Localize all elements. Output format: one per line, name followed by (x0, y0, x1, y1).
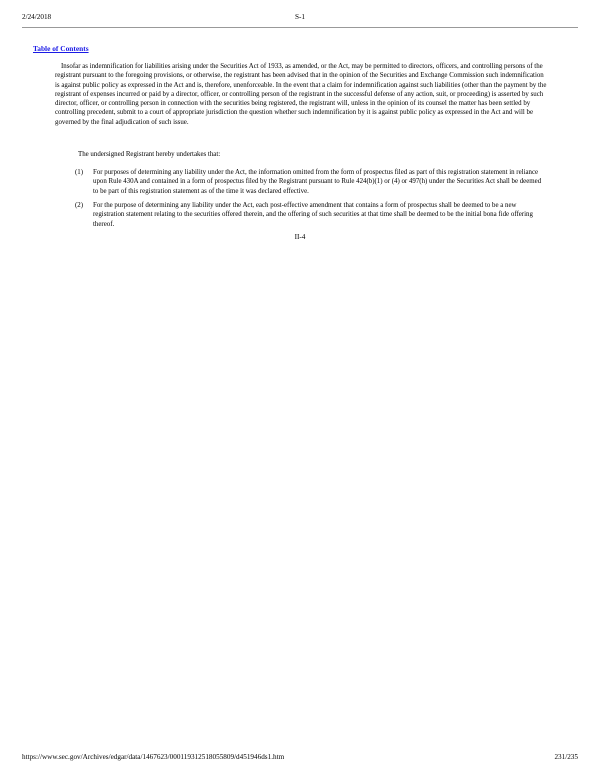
header-title: S-1 (295, 13, 305, 21)
undertakes-paragraph: The undersigned Registrant hereby undertakes that: (78, 151, 221, 158)
header-divider (22, 27, 578, 28)
footer-url: https://www.sec.gov/Archives/edgar/data/1467623/000119312518055809/d451946ds1.htm (22, 753, 285, 761)
item-number: (2) (75, 202, 84, 209)
table-of-contents-link[interactable]: Table of Contents (33, 44, 89, 53)
header-date: 2/24/2018 (22, 13, 52, 21)
footer-page-count: 231/235 (554, 753, 578, 761)
item-text: For the purpose of determining any liability under the Act, each post-effective amendment that contains a form of prospectus shall be deemed to be a new registration statement relating to the securities offered therein, and the offering of such securities at that time shall be deemed to be the initial bona fide offering thereof. (93, 202, 533, 228)
page-number: II-4 (294, 233, 306, 241)
item-text: For purposes of determining any liability under the Act, the information omitted from the form of prospectus filed as part of this registration statement in reliance upon Rule 430A and contained in a form of prospectus filed by the Registrant pursuant to Rule 424(b)(1) or (4) or 497(h) under the Securities Act shall be deemed to be part of this registration statement as of the time it was declared effective. (93, 169, 542, 195)
indemnification-paragraph: Insofar as indemnification for liabilities arising under the Securities Act of 1933, as amended, or the Act, may be permitted to directors, officers, and controlling persons of the registrant pursuant to the foregoing provisions, or otherwise, the registrant has been advised that in the opinion of the Securities and Exchange Commission such indemnification is against public policy as expressed in the Act and is, therefore, unenforceable. In the event that a claim for indemnification against such liabilities (other than the payment by the registrant of expenses incurred or paid by a director, officer, or controlling person of the registrant in the successful defense of any action, suit, or proceeding) is asserted by such director, officer, or controlling person in connection with the securities being registered, the registrant will, unless in the opinion of its counsel the matter has been settled by controlling precedent, submit to a court of appropriate jurisdiction the question whether such indemnification by it is against public policy as expressed in the Act and will be governed by the final adjudication of such issue. (55, 63, 547, 126)
item-number: (1) (75, 169, 84, 176)
